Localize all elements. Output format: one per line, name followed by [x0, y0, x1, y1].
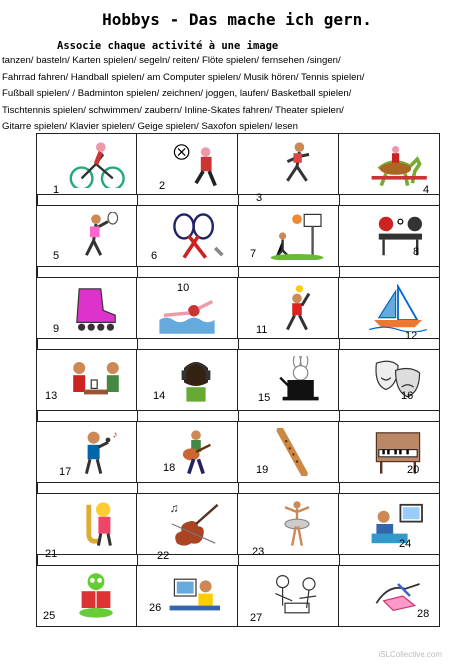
picture-cell	[238, 133, 339, 204]
picture-cell	[137, 133, 238, 195]
word-line: Fahrrad fahren/ Handball spielen/ am Computer spielen/ Musik hören/ Tennis spielen/	[2, 71, 365, 83]
computer-kid-icon	[167, 572, 225, 620]
picture-number: 3	[256, 192, 263, 204]
picture-cell	[339, 133, 440, 195]
picture-cell	[339, 277, 440, 342]
picture-cell	[137, 565, 238, 627]
picture-number: 14	[153, 390, 166, 402]
picture-number: 4	[423, 184, 430, 196]
guitar-player-icon	[167, 428, 225, 476]
page-title: Hobbys - Das mache ich gern.	[102, 10, 372, 29]
grid-row	[36, 277, 441, 342]
cyclist-icon	[67, 140, 125, 188]
picture-number: 19	[256, 464, 269, 476]
picture-number: 18	[163, 462, 176, 474]
flute-icon	[268, 428, 326, 476]
row-gap	[36, 555, 440, 565]
badminton-rackets-icon	[167, 212, 225, 260]
word-line: Fußball spielen/ / Badminton spielen/ zeichnen/ joggen, laufen/ Basketball spielen/	[2, 88, 352, 100]
picture-number: 2	[159, 180, 166, 192]
grid-row	[36, 349, 441, 411]
row-gap	[36, 195, 440, 205]
picture-number: 13	[45, 390, 58, 402]
picture-number: 26	[149, 602, 162, 614]
picture-cell	[36, 565, 137, 627]
theater-masks-icon	[369, 356, 427, 404]
svg-text:♫: ♫	[169, 501, 179, 515]
picture-cell	[137, 349, 238, 411]
watermark: iSLCollective.com	[378, 650, 442, 659]
picture-number: 11	[256, 324, 268, 336]
picture-cell	[339, 565, 440, 627]
picture-number: 7	[250, 248, 257, 260]
word-line: Tischtennis spielen/ schwimmen/ zaubern/ Inline-Skates fahren/ Theater spielen/	[2, 104, 344, 116]
picture-number: 8	[413, 246, 420, 258]
card-players-icon	[67, 356, 125, 404]
tv-watcher-icon	[369, 500, 427, 548]
picture-cell	[238, 493, 339, 558]
picture-cell	[339, 205, 440, 267]
picture-cell	[238, 349, 339, 411]
handball-player-icon	[268, 284, 326, 332]
picture-cell	[339, 349, 440, 411]
picture-number: 23	[252, 546, 265, 558]
picture-cell	[339, 421, 440, 483]
picture-number: 6	[151, 250, 158, 262]
picture-cell	[238, 421, 339, 483]
picture-number: 22	[157, 550, 170, 562]
picture-grid	[36, 133, 441, 627]
sailboat-icon	[369, 284, 427, 332]
grid-row	[36, 133, 441, 204]
picture-cell	[238, 277, 339, 339]
row-gap	[36, 483, 440, 493]
grid-row	[36, 421, 441, 483]
picture-number: 25	[43, 610, 56, 622]
picture-cell	[36, 493, 137, 560]
drawing-people-icon	[268, 572, 326, 620]
picture-cell	[36, 349, 137, 411]
picture-number: 24	[399, 538, 412, 550]
picture-number: 15	[258, 392, 271, 404]
picture-cell	[137, 493, 238, 562]
page-subtitle: Associe chaque activité à une image	[57, 40, 279, 52]
picture-cell	[36, 277, 137, 339]
picture-number: 20	[407, 464, 420, 476]
magic-hat-rabbit-icon	[268, 356, 326, 404]
ballet-dancer-icon	[268, 500, 326, 548]
picture-number: 27	[250, 612, 263, 624]
picture-number: 9	[53, 323, 60, 335]
grid-row	[36, 493, 441, 562]
row-gap	[36, 339, 440, 349]
grid-row	[36, 565, 441, 627]
basketball-hoop-icon	[268, 212, 326, 260]
soccer-player-icon	[167, 140, 225, 188]
row-gap	[36, 411, 440, 421]
picture-cell	[137, 277, 238, 339]
swimmer-icon	[141, 290, 233, 336]
reading-worm-icon	[67, 572, 125, 620]
picture-number: 10	[177, 282, 190, 294]
picture-number: 21	[45, 548, 58, 560]
picture-cell	[137, 205, 238, 267]
picture-cell	[137, 421, 238, 483]
word-line: Gitarre spielen/ Klavier spielen/ Geige spielen/ Saxofon spielen/ lesen	[2, 121, 298, 133]
word-list	[2, 53, 472, 136]
picture-cell	[36, 205, 137, 267]
singer-icon	[67, 428, 125, 476]
picture-number: 5	[53, 250, 60, 262]
horse-rider-icon	[369, 140, 427, 188]
svg-text:♪: ♪	[112, 429, 118, 441]
tennis-player-icon	[67, 212, 125, 260]
picture-number: 1	[53, 184, 60, 196]
row-gap	[36, 267, 440, 277]
saxophone-player-icon	[67, 500, 125, 548]
picture-cell	[238, 565, 339, 627]
music-listener-icon	[167, 356, 225, 404]
picture-cell	[339, 493, 440, 555]
picture-number: 17	[59, 466, 72, 478]
picture-number: 12	[405, 330, 418, 342]
runner-icon	[268, 140, 326, 188]
picture-cell	[36, 421, 137, 483]
inline-skate-icon	[67, 284, 125, 332]
violin-icon	[167, 500, 225, 548]
picture-number: 16	[401, 390, 414, 402]
picture-cell	[238, 205, 339, 267]
word-line: tanzen/ basteln/ Karten spielen/ segeln/ reiten/ Flöte spielen/ fernsehen /singen/	[2, 55, 341, 66]
picture-cell	[36, 133, 137, 195]
picture-number: 28	[417, 608, 430, 620]
grid-row	[36, 205, 441, 267]
